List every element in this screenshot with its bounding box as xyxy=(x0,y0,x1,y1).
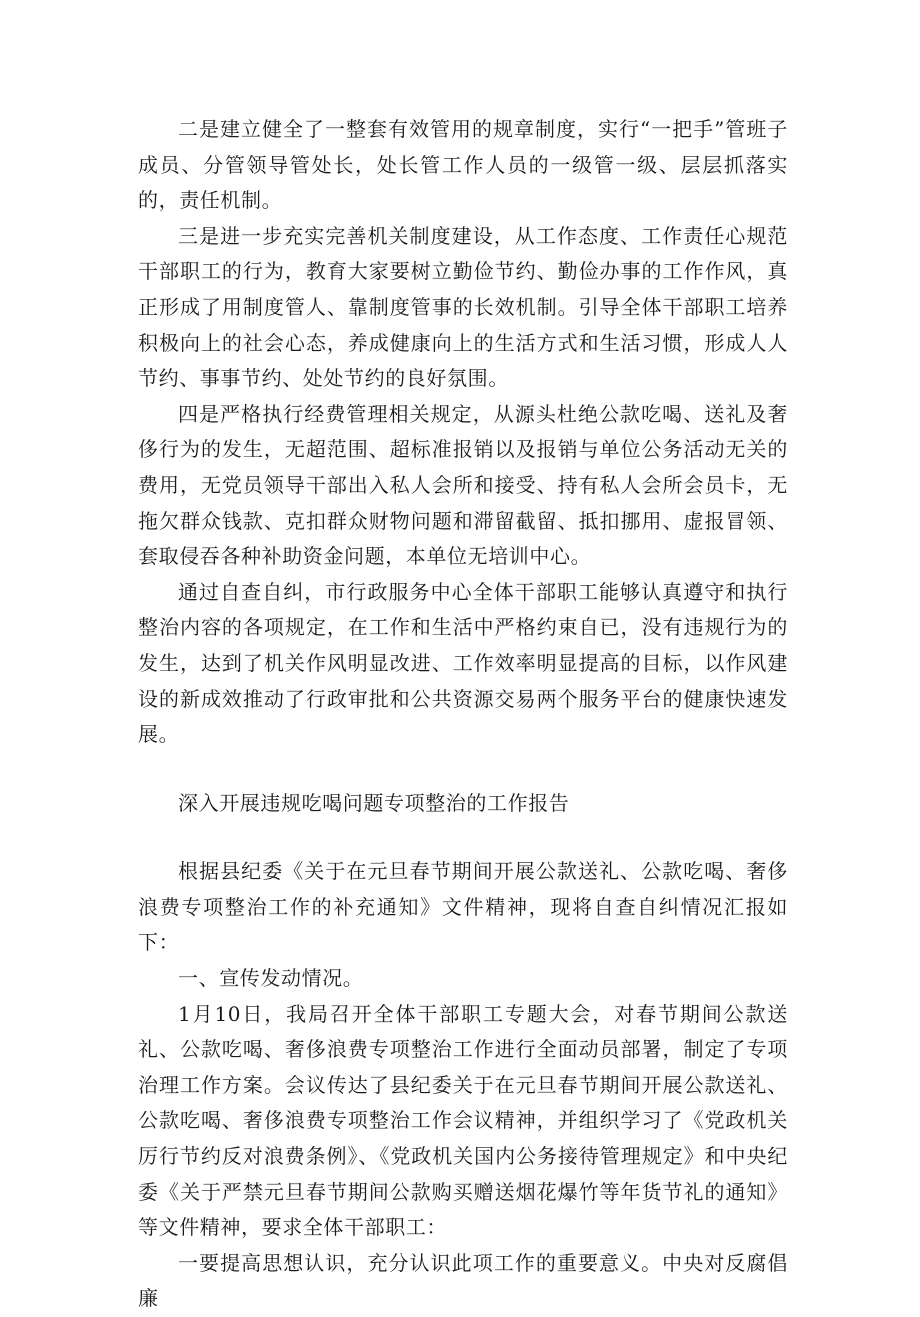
paragraph-self-inspection-summary: 通过自查自纠，市行政服务中心全体干部职工能够认真遵守和执行整治内容的各项规定，在工作和生活中严格约束自已，没有违规行为的发生，达到了机关作风明显改进、工作效率明显提高的目标，以作风建设的新成效推动了行政审批和公共资源交易两个服务平台的健康快速发展。 xyxy=(138,579,788,747)
paragraph-report-intro: 根据县纪委《关于在元旦春节期间开展公款送礼、公款吃喝、奢侈浪费专项整治工作的补充通知》文件精神，现将自查自纠情况汇报如下： xyxy=(138,859,788,955)
paragraph-meeting-details: 1月10日，我局召开全体干部职工专题大会，对春节期间公款送礼、公款吃喝、奢侈浪费专项整治工作进行全面动员部署，制定了专项治理工作方案。会议传达了县纪委关于在元旦春节期间开展公款送礼、公款吃喝、奢侈浪费专项整治工作会议精神，并组织学习了《党政机关厉行节约反对浪费条例》、《党政机关国内公务接待管理规定》和中央纪委《关于严禁元旦春节期间公款购买赠送烟花爆竹等年货节礼的通知》等文件精神，要求全体干部职工： xyxy=(138,1001,788,1240)
paragraph-responsibility-mechanism: 二是建立健全了一整套有效管用的规章制度，实行“一把手”管班子成员、分管领导管处长，处长管工作人员的一级管一级、层层抓落实的，责任机制。 xyxy=(138,117,788,213)
document-page xyxy=(138,112,788,1317)
paragraph-expense-management: 四是严格执行经费管理相关规定，从源头杜绝公款吃喝、送礼及奢侈行为的发生，无超范围、超标准报销以及报销与单位公务活动无关的费用，无党员领导干部出入私人会所和接受、持有私人会所会员卡，无拖欠群众钱款、克扣群众财物问题和滞留截留、抵扣挪用、虚报冒领、套取侵吞各种补助资金问题，本单位无培训中心。 xyxy=(138,401,788,569)
section-title: 深入开展违规吃喝问题专项整治的工作报告 xyxy=(178,790,570,815)
paragraph-system-building: 三是进一步充实完善机关制度建设，从工作态度、工作责任心规范干部职工的行为，教育大家要树立勤俭节约、勤俭办事的工作作风，真正形成了用制度管人、靠制度管事的长效机制。引导全体干部职工培养积极向上的社会心态，养成健康向上的生活方式和生活习惯，形成人人节约、事事节约、处处节约的良好氛围。 xyxy=(138,223,788,391)
paragraph-first-requirement: 一要提高思想认识，充分认识此项工作的重要意义。中央对反腐倡廉 xyxy=(138,1250,788,1311)
paragraph-section-heading-publicity: 一、宣传发动情况。 xyxy=(178,966,364,991)
